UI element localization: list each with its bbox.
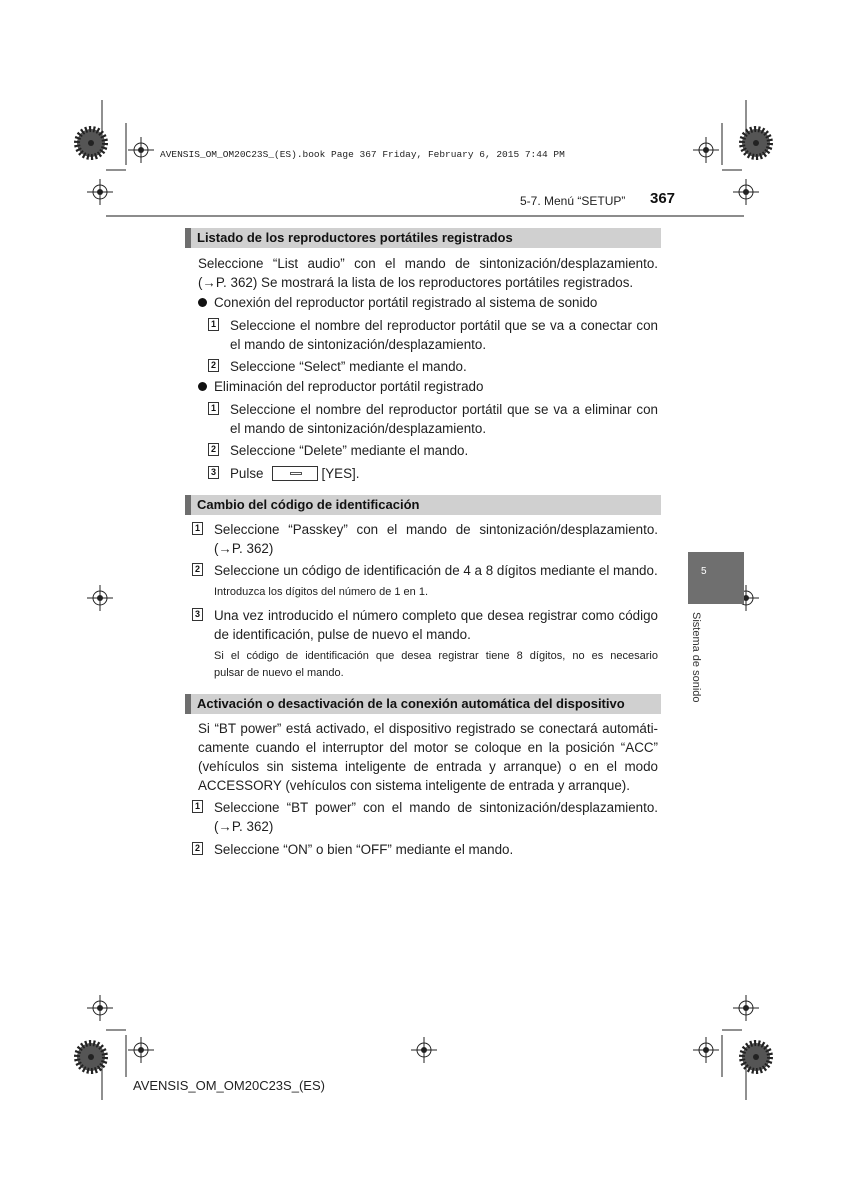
- section-path: 5-7. Menú “SETUP”: [520, 194, 626, 208]
- chapter-tab-number: 5: [701, 566, 707, 577]
- step-number: 1: [192, 800, 203, 813]
- step-text-post: [YES].: [321, 466, 360, 481]
- print-header: AVENSIS_OM_OM20C23S_(ES).book Page 367 Friday, February 6, 2015 7:44 PM: [160, 149, 565, 160]
- paragraph-line: camente cuando el interruptor del motor se coloque en la posición “ACC”: [198, 740, 658, 755]
- step-text: Seleccione un código de identificación de 4 a 8 dígitos mediante el mando.: [214, 563, 658, 578]
- chapter-tab-label: Sistema de sonido: [690, 612, 702, 703]
- step-number: 2: [208, 359, 219, 372]
- chapter-tab: [688, 552, 744, 604]
- step-text: Seleccione “Select” mediante el mando.: [230, 359, 467, 374]
- section-heading: Listado de los reproductores portátiles registrados: [185, 228, 661, 248]
- step-text: (→P. 362): [214, 819, 274, 834]
- header-rule: [106, 215, 744, 217]
- step-text: el mando de sintonización/desplazamiento.: [230, 337, 487, 352]
- step-number: 2: [192, 842, 203, 855]
- step-text: Seleccione “Passkey” con el mando de sintonización/desplazamiento.: [214, 522, 658, 537]
- step-text: Una vez introducido el número completo que desea registrar como código: [214, 608, 658, 623]
- step-text: (→P. 362): [214, 541, 274, 556]
- bullet-icon: [198, 382, 207, 391]
- paragraph-line: Si “BT power” está activado, el dispositivo registrado se conectará automáti-: [198, 721, 658, 736]
- step-number: 1: [208, 402, 219, 415]
- step-text: Seleccione el nombre del reproductor portátil que se va a conectar con: [230, 318, 658, 333]
- step-text: de identificación, pulse de nuevo el mando.: [214, 627, 471, 642]
- step-number: 1: [192, 522, 203, 535]
- step-text: Seleccione “ON” o bien “OFF” mediante el mando.: [214, 842, 514, 857]
- step-text: el mando de sintonización/desplazamiento.: [230, 421, 487, 436]
- step-text: Seleccione “BT power” con el mando de sintonización/desplazamiento.: [214, 800, 658, 815]
- footer-text: AVENSIS_OM_OM20C23S_(ES): [133, 1078, 325, 1093]
- bullet-icon: [198, 298, 207, 307]
- step-text-pre: Pulse: [230, 466, 264, 481]
- step-note: Introduzca los dígitos del número de 1 en 1.: [214, 586, 429, 598]
- paragraph-line: (→P. 362) Se mostrará la lista de los reproductores portátiles registrados.: [198, 275, 634, 290]
- bullet-text: Conexión del reproductor portátil registrado al sistema de sonido: [214, 295, 598, 310]
- section-heading: Cambio del código de identificación: [185, 495, 661, 515]
- step-text: [230, 464, 359, 483]
- step-text: Seleccione el nombre del reproductor portátil que se va a eliminar con: [230, 402, 658, 417]
- paragraph-line: Seleccione “List audio” con el mando de sintonización/desplazamiento.: [198, 256, 658, 271]
- section-heading: Activación o desactivación de la conexión automática del dispositivo: [185, 694, 661, 714]
- bullet-text: Eliminación del reproductor portátil registrado: [214, 379, 484, 394]
- step-number: 2: [208, 443, 219, 456]
- page-number: 367: [650, 190, 676, 207]
- paragraph-line: (vehículos sin sistema inteligente de entrada y arranque) o en el modo: [198, 759, 658, 774]
- step-text: Seleccione “Delete” mediante el mando.: [230, 443, 469, 458]
- step-number: 1: [208, 318, 219, 331]
- enter-key-icon: [272, 466, 318, 481]
- step-note: Si el código de identificación que desea registrar tiene 8 dígitos, no es necesario: [214, 650, 658, 662]
- step-number: 2: [192, 563, 203, 576]
- step-number: 3: [208, 466, 219, 479]
- step-number: 3: [192, 608, 203, 621]
- paragraph-line: ACCESSORY (vehículos con sistema inteligente de entrada y arranque).: [198, 778, 630, 793]
- step-note: pulsar de nuevo el mando.: [214, 667, 344, 679]
